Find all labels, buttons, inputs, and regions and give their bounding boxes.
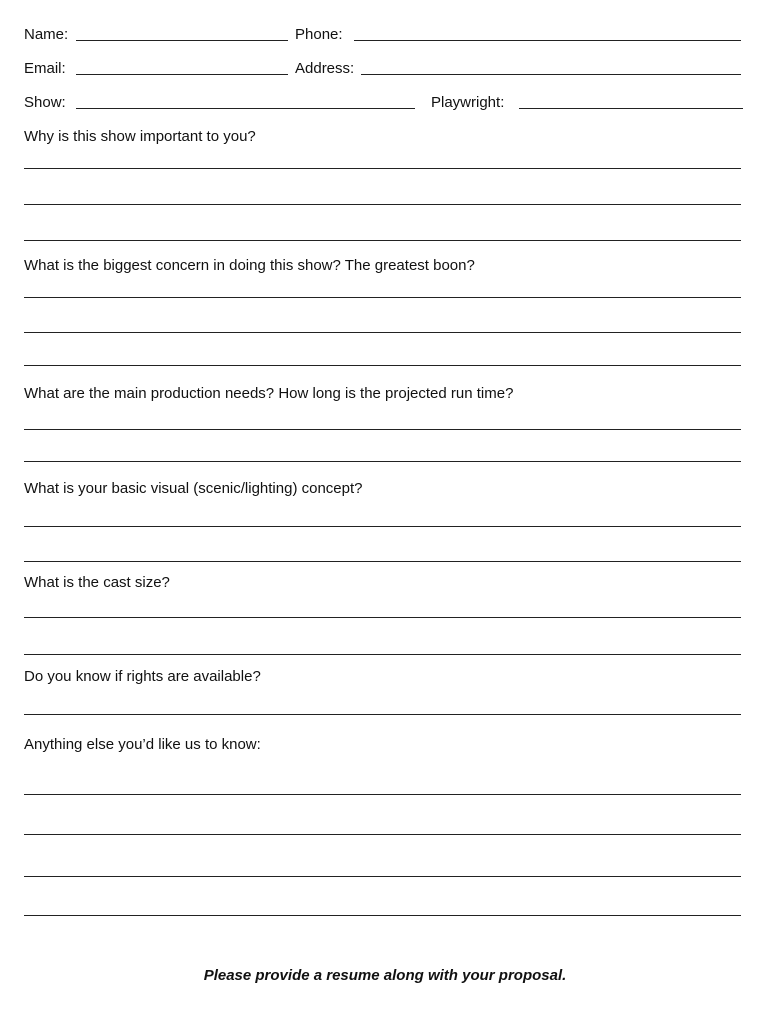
name-label: Name: [24, 26, 69, 43]
answer-line[interactable] [24, 332, 741, 333]
playwright-field[interactable] [519, 108, 743, 109]
question-cast-size: What is the cast size? [24, 574, 170, 591]
answer-line[interactable] [24, 714, 741, 715]
address-label: Address: [295, 60, 355, 77]
playwright-label: Playwright: [431, 94, 505, 111]
email-field[interactable] [76, 74, 288, 75]
question-production-needs: What are the main production needs? How long is the projected run time? [24, 385, 514, 402]
question-rights: Do you know if rights are available? [24, 668, 261, 685]
answer-line[interactable] [24, 876, 741, 877]
name-field[interactable] [76, 40, 288, 41]
show-label: Show: [24, 94, 66, 111]
phone-field[interactable] [354, 40, 741, 41]
phone-label: Phone: [295, 26, 343, 43]
answer-line[interactable] [24, 297, 741, 298]
answer-line[interactable] [24, 526, 741, 527]
resume-note: Please provide a resume along with your proposal. [203, 967, 567, 984]
question-visual-concept: What is your basic visual (scenic/lighting) concept? [24, 480, 363, 497]
answer-line[interactable] [24, 654, 741, 655]
answer-line[interactable] [24, 617, 741, 618]
answer-line[interactable] [24, 915, 741, 916]
question-concern: What is the biggest concern in doing this show? The greatest boon? [24, 257, 475, 274]
answer-line[interactable] [24, 794, 741, 795]
question-importance: Why is this show important to you? [24, 128, 256, 145]
answer-line[interactable] [24, 240, 741, 241]
answer-line[interactable] [24, 461, 741, 462]
answer-line[interactable] [24, 168, 741, 169]
answer-line[interactable] [24, 561, 741, 562]
answer-line[interactable] [24, 204, 741, 205]
answer-line[interactable] [24, 834, 741, 835]
answer-line[interactable] [24, 429, 741, 430]
show-field[interactable] [76, 108, 415, 109]
answer-line[interactable] [24, 365, 741, 366]
question-anything-else: Anything else you’d like us to know: [24, 736, 261, 753]
address-field[interactable] [361, 74, 741, 75]
email-label: Email: [24, 60, 66, 77]
